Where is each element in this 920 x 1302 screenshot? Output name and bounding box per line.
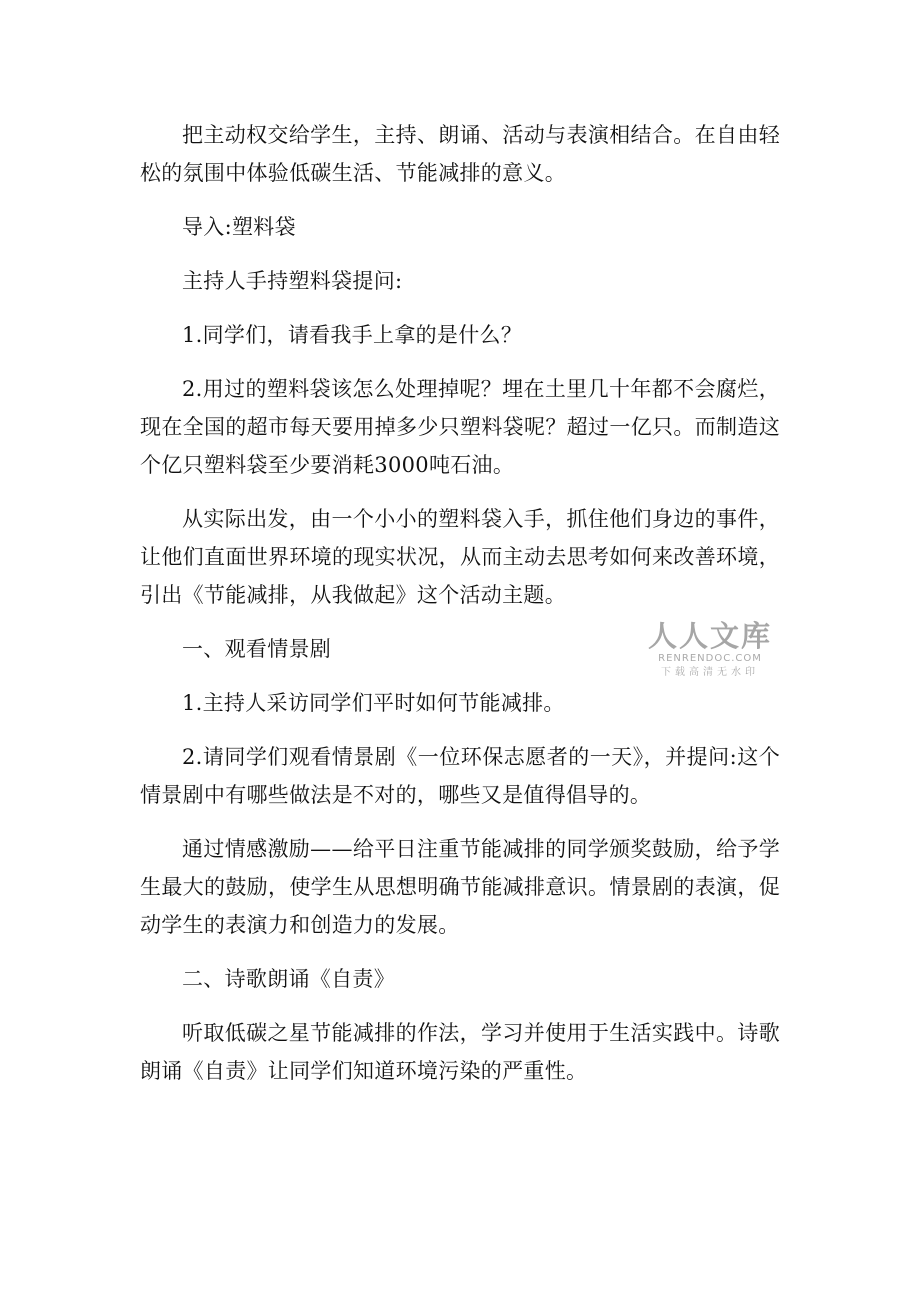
paragraph-host-question: 主持人手持塑料袋提问: bbox=[182, 269, 403, 293]
watermark-subtitle: 下载高清无水印 bbox=[661, 667, 759, 678]
paragraph-practice: 从实际出发，由一个小小的塑料袋入手，抓住他们身边的事件，让他们直面世界环境的现实状况，从而主动去思考如何来改善环境，引出《节能减排，从我做起》这个活动主题。 bbox=[140, 507, 780, 607]
paragraph-section-1-item-2: 2.请同学们观看情景剧《一位环保志愿者的一天》，并提问:这个情景剧中有哪些做法是不对的，哪些又是值得倡导的。 bbox=[140, 745, 780, 807]
paragraph-encouragement: 通过情感激励——给平日注重节能减排的同学颁奖鼓励，给予学生最大的鼓励，使学生从思想明确节能减排意识。情景剧的表演，促动学生的表演力和创造力的发展。 bbox=[140, 837, 780, 937]
document-body bbox=[140, 116, 780, 1106]
paragraph-poem: 听取低碳之星节能减排的作法，学习并使用于生活实践中。诗歌朗诵《自责》让同学们知道环境污染的严重性。 bbox=[140, 1021, 780, 1083]
paragraph-section-1-item-1: 1.主持人采访同学们平时如何节能减排。 bbox=[182, 691, 565, 715]
paragraph-question-1: 1.同学们，请看我手上拿的是什么？ bbox=[182, 323, 523, 347]
paragraph-section-1-heading: 一、观看情景剧 bbox=[182, 637, 332, 661]
paragraph-question-2: 2.用过的塑料袋该怎么处理掉呢？埋在土里几十年都不会腐烂，现在全国的超市每天要用掉多少只塑料袋呢？超过一亿只。而制造这个亿只塑料袋至少要消耗3000吨石油。 bbox=[140, 377, 780, 477]
watermark-logo bbox=[645, 620, 775, 680]
watermark-title: 人人文库 bbox=[647, 619, 772, 653]
paragraph-intro: 把主动权交给学生，主持、朗诵、活动与表演相结合。在自由轻松的氛围中体验低碳生活、节能减排的意义。 bbox=[140, 123, 780, 185]
paragraph-lead-in-heading: 导入:塑料袋 bbox=[182, 215, 296, 239]
watermark-domain: RENRENDOC.COM bbox=[658, 653, 762, 664]
paragraph-section-2-heading: 二、诗歌朗诵《自责》 bbox=[182, 967, 395, 991]
